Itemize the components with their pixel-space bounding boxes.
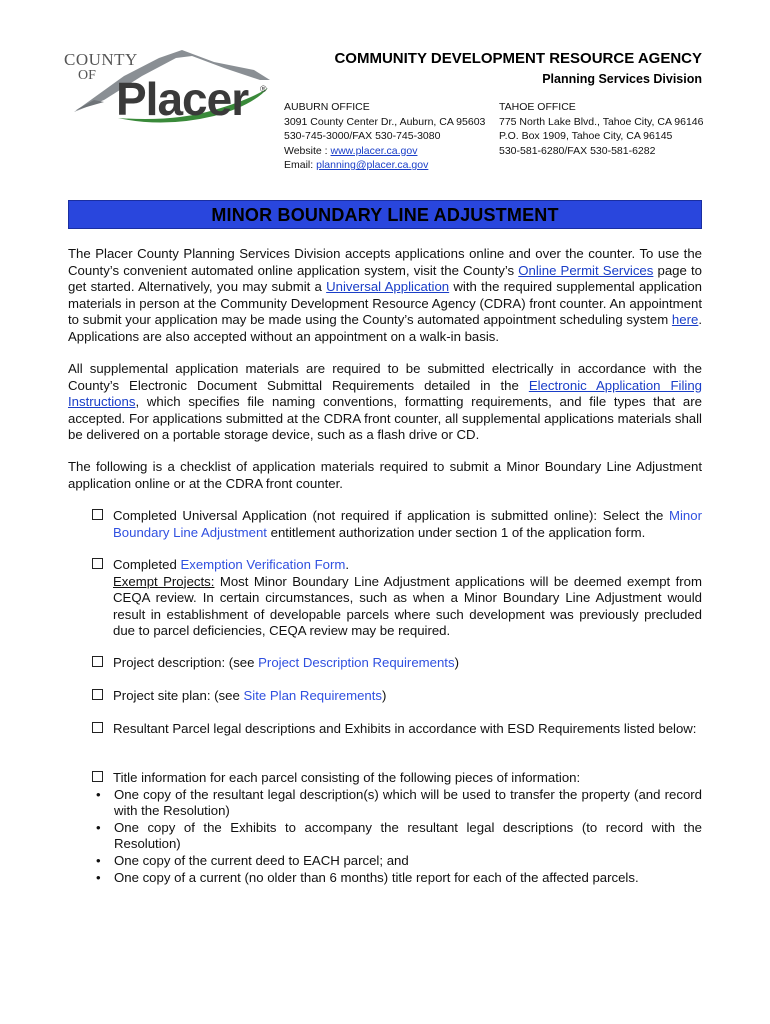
- intro-paragraph-1: [68, 246, 702, 346]
- list-item: • One copy of the current deed to EACH parcel; and: [92, 853, 702, 870]
- intro-p2-text-b: , which specifies file naming conventions, formatting requirements, and file types that are accepted. For applications submitted at the CDRA front counter, all supplemental applications materials shall be delivered on a portable storage device, such as a flash drive or CD.: [68, 394, 702, 443]
- tahoe-office-title: TAHOE OFFICE: [499, 101, 576, 113]
- checkbox[interactable]: [92, 689, 103, 700]
- logo-of-text: OF: [78, 68, 96, 83]
- project-description-requirements-link[interactable]: Project Description Requirements: [258, 655, 455, 670]
- universal-application-link[interactable]: Universal Application: [326, 279, 450, 295]
- title-info-bullet-list: [92, 787, 702, 887]
- checkbox[interactable]: [92, 656, 103, 667]
- checklist-item-exemption-form: [92, 557, 702, 640]
- auburn-office-website-line: [284, 144, 485, 159]
- checkbox[interactable]: [92, 558, 103, 569]
- intro-p1-text-a: The Placer County Planning Services Division accepts applications online and over the counter. To use the County’s convenient automated online application system, visit the County’s: [68, 246, 702, 278]
- list-item: • One copy of a current (no older than 6 months) title report for each of the affected parcels.: [92, 870, 702, 887]
- website-label: Website :: [284, 144, 328, 157]
- intro-p1-text-c: with the required supplemental application materials in person at the Community Development Resource Agency (CDRA) front counter. An appointment to submit your application may be made using the County’s automated appointment scheduling system: [68, 279, 703, 328]
- tahoe-office-pobox: P.O. Box 1909, Tahoe City, CA 96145: [499, 130, 673, 142]
- checkbox[interactable]: [92, 771, 103, 782]
- exemption-verification-form-link[interactable]: Exemption Verification Form: [180, 557, 346, 572]
- placer-county-logo: [64, 44, 276, 124]
- logo-county-text: COUNTY: [64, 50, 138, 69]
- page-title: MINOR BOUNDARY LINE ADJUSTMENT: [211, 205, 559, 225]
- tahoe-office-block: [499, 100, 704, 158]
- item1-text-a: Completed Universal Application (not required if application is submitted online): Select the: [113, 508, 670, 523]
- checklist-item-title-information: [92, 770, 702, 886]
- checklist-item-text: Resultant Parcel legal descriptions and Exhibits in accordance with ESD Requirements listed below:: [113, 721, 697, 736]
- auburn-office-email-line: [284, 158, 485, 173]
- checklist-item-text: [113, 557, 702, 640]
- auburn-office-phone: 530-745-3000/FAX 530-745-3080: [284, 130, 441, 142]
- item4-text-b: ): [382, 688, 387, 703]
- checklist-item-legal-descriptions: [92, 721, 702, 738]
- minor-boundary-line-adjustment-link[interactable]: Minor Boundary Line Adjustment: [113, 508, 702, 540]
- list-item: • One copy of the Exhibits to accompany the resultant legal descriptions (to record with the Resolution): [92, 820, 702, 853]
- intro-paragraph-2: [68, 361, 702, 444]
- electronic-filing-instructions-link[interactable]: Electronic Application Filing Instructions: [68, 377, 703, 410]
- exempt-projects-text: Most Minor Boundary Line Adjustment applications will be deemed exempt from CEQA review. In certain circumstances, such as when a Minor Boundary Line Adjustment would result in establishment of developable parcels where such development was previously precluded due to parcel deficiencies, CEQA review may be required.: [113, 573, 702, 639]
- checklist-item-site-plan: [92, 688, 702, 705]
- checklist-item-text: [113, 508, 702, 541]
- website-link[interactable]: www.placer.ca.gov: [330, 144, 418, 157]
- appointment-here-link[interactable]: here: [671, 312, 699, 328]
- email-label: Email:: [284, 159, 314, 171]
- checklist-item-text: [113, 655, 702, 672]
- exempt-projects-label: Exempt Projects:: [113, 573, 215, 589]
- list-item: • One copy of the resultant legal description(s) which will be used to transfer the property (and record with the Resolution): [92, 787, 702, 820]
- email-link[interactable]: planning@placer.ca.gov: [316, 159, 429, 171]
- item2-text-a: Completed: [113, 557, 181, 572]
- intro-paragraph-3: The following is a checklist of application materials required to submit a Minor Boundary Line Adjustment application online or at the CDRA front counter.: [68, 459, 702, 491]
- logo-placer-text: Placer: [116, 73, 249, 125]
- intro-p1-text-b: page to get started. Alternatively, you may submit a: [68, 262, 702, 295]
- title-banner: [68, 200, 702, 229]
- checklist-item-text: [113, 688, 702, 705]
- item3-text-a: Project description: (see: [113, 655, 259, 670]
- online-permit-services-link[interactable]: Online Permit Services: [518, 262, 654, 278]
- checkbox[interactable]: [92, 509, 103, 520]
- item2-text-b: .: [345, 557, 350, 572]
- item1-text-b: entitlement authorization under section 1 of the application form.: [266, 524, 646, 540]
- site-plan-requirements-link[interactable]: Site Plan Requirements: [243, 688, 383, 703]
- auburn-office-title: AUBURN OFFICE: [284, 101, 370, 113]
- item4-text-a: Project site plan: (see: [113, 688, 244, 703]
- auburn-office-address: 3091 County Center Dr., Auburn, CA 95603: [284, 115, 486, 128]
- auburn-office-block: [284, 100, 485, 173]
- checklist-item-universal-application: [92, 508, 702, 541]
- item3-text-b: ): [454, 655, 459, 670]
- intro-p1-text-d: . Applications are also accepted without an appointment on a walk-in basis.: [68, 312, 702, 344]
- checklist-item-text: Title information for each parcel consisting of the following pieces of information:: [113, 770, 581, 785]
- logo-registered-mark: ®: [260, 84, 267, 94]
- tahoe-office-phone: 530-581-6280/FAX 530-581-6282: [499, 144, 656, 157]
- checklist-item-project-description: [92, 655, 702, 672]
- division-title: Planning Services Division: [542, 72, 702, 86]
- checkbox[interactable]: [92, 722, 103, 733]
- tahoe-office-address: 775 North Lake Blvd., Tahoe City, CA 96146: [499, 115, 704, 128]
- intro-p2-text-a: All supplemental application materials are required to be submitted electrically in accordance with the County’s Electronic Document Submittal Requirements detailed in the: [68, 361, 702, 393]
- agency-title: COMMUNITY DEVELOPMENT RESOURCE AGENCY: [334, 50, 702, 67]
